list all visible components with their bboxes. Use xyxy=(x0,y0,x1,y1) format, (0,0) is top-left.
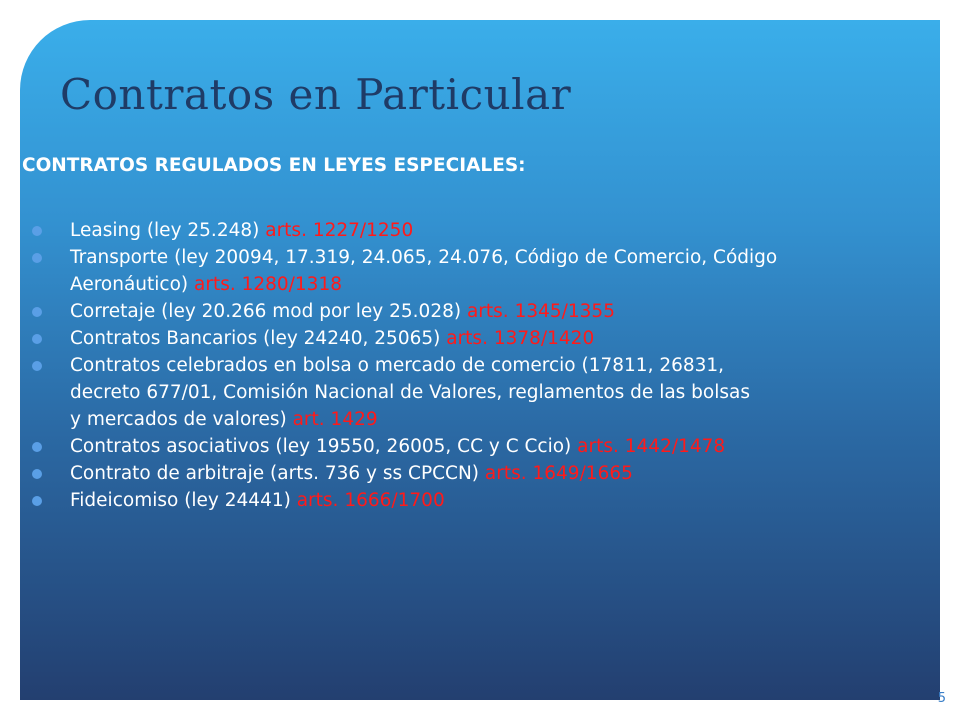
item-text-line: Contratos Bancarios (ley 24240, 25065) arts. 1378/1420 xyxy=(70,328,595,349)
list-item xyxy=(32,217,940,244)
list-item xyxy=(32,433,940,460)
bullet-icon xyxy=(32,307,42,317)
item-text-line: Aeronáutico) arts. 1280/1318 xyxy=(70,274,342,295)
item-text-line: Contratos asociativos (ley 19550, 26005, CC y C Ccio) arts. 1442/1478 xyxy=(70,436,726,457)
item-text-line: Contratos celebrados en bolsa o mercado de comercio (17811, 26831, xyxy=(70,355,725,376)
bullet-icon xyxy=(32,334,42,344)
item-text-line: Leasing (ley 25.248) arts. 1227/1250 xyxy=(70,220,414,241)
item-text-line: Transporte (ley 20094, 17.319, 24.065, 24.076, Código de Comercio, Código xyxy=(70,247,778,268)
slide-title: Contratos en Particular xyxy=(60,70,572,119)
page-number: 5 xyxy=(937,691,946,706)
article-reference: arts. 1345/1355 xyxy=(466,301,615,322)
item-text-line: y mercados de valores) art. 1429 xyxy=(70,409,378,430)
list-item xyxy=(32,325,940,352)
article-reference: arts. 1280/1318 xyxy=(194,274,342,295)
bullet-icon xyxy=(32,253,42,263)
section-heading: CONTRATOS REGULADOS EN LEYES ESPECIALES: xyxy=(22,155,526,176)
item-text-line: decreto 677/01, Comisión Nacional de Valores, reglamentos de las bolsas xyxy=(70,382,751,403)
bullet-icon xyxy=(32,361,42,371)
article-reference: arts. 1378/1420 xyxy=(446,328,595,349)
contracts-list xyxy=(32,217,940,514)
item-text-line: Fideicomiso (ley 24441) arts. 1666/1700 xyxy=(70,490,445,511)
article-reference: arts. 1227/1250 xyxy=(265,220,414,241)
article-reference: arts. 1649/1665 xyxy=(484,463,633,484)
list-item xyxy=(32,487,940,514)
slide-panel xyxy=(20,20,940,700)
bullet-icon xyxy=(32,469,42,479)
item-text-line: Contrato de arbitraje (arts. 736 y ss CPCCN) arts. 1649/1665 xyxy=(70,463,633,484)
bullet-icon xyxy=(32,226,42,236)
list-item xyxy=(32,244,940,298)
article-reference: arts. 1666/1700 xyxy=(296,490,445,511)
list-item xyxy=(32,352,940,433)
article-reference: arts. 1442/1478 xyxy=(577,436,726,457)
item-text-line: Corretaje (ley 20.266 mod por ley 25.028) arts. 1345/1355 xyxy=(70,301,615,322)
bullet-icon xyxy=(32,496,42,506)
list-item xyxy=(32,460,940,487)
bullet-icon xyxy=(32,442,42,452)
list-item xyxy=(32,298,940,325)
article-reference: art. 1429 xyxy=(292,409,378,430)
